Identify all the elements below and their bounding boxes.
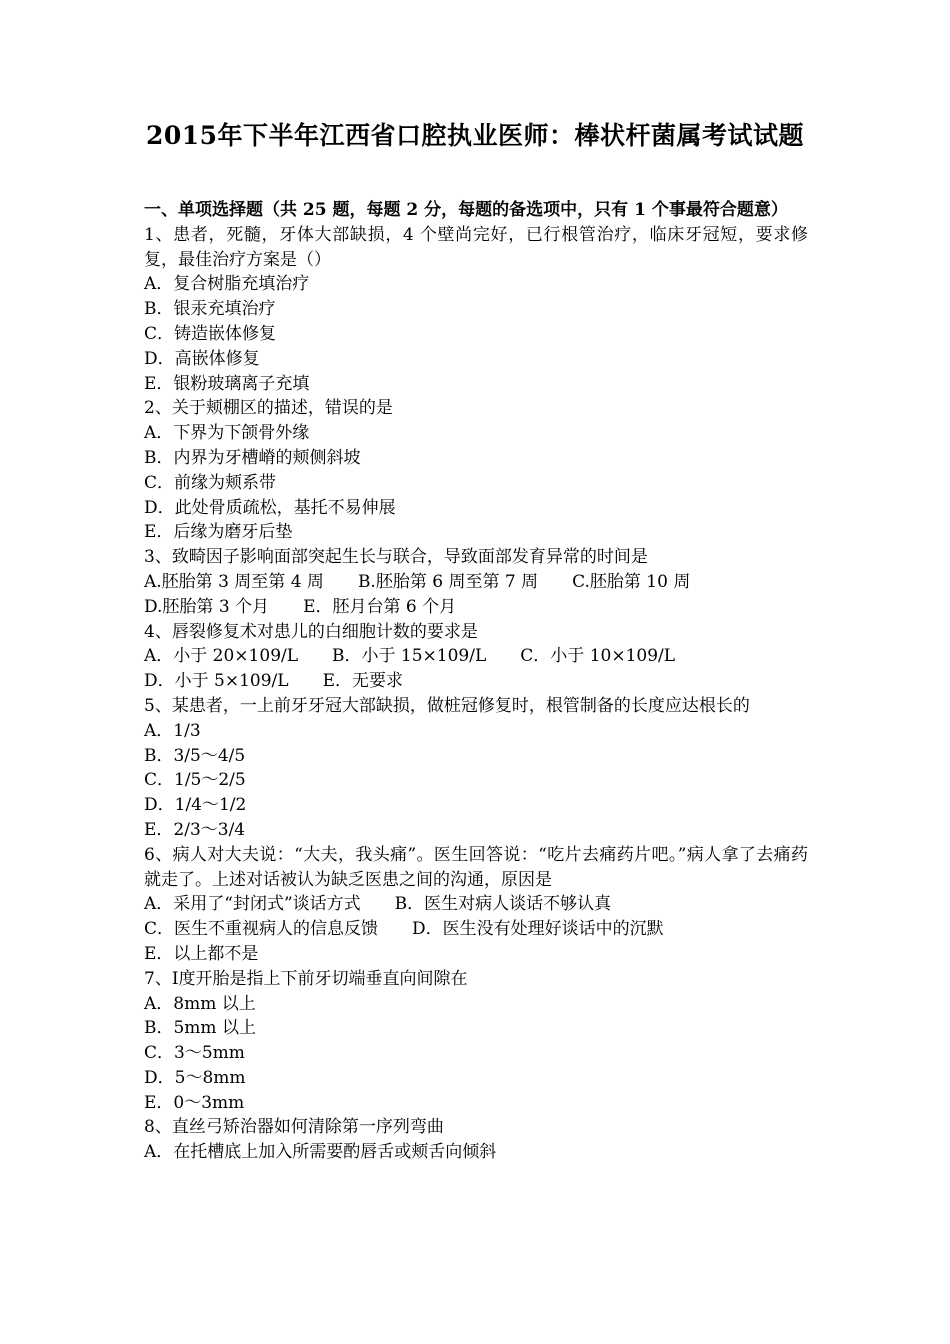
question-1-option-b: B．银汞充填治疗 — [144, 299, 276, 320]
question-3-option-b: B.胚胎第 6 周至第 7 周 — [357, 571, 539, 592]
question-6-option-c: C．医生不重视病人的信息反馈 — [144, 919, 379, 940]
question-5-option-d: D．1/4～1/2 — [144, 795, 247, 816]
question-8-stem: 8、直丝弓矫治器如何清除第一序列弯曲 — [144, 1117, 444, 1138]
question-3-option-c: C.胚胎第 10 周 — [572, 571, 691, 592]
section-heading: 一、单项选择题（共 25 题，每题 2 分，每题的备选项中，只有 1 个事最符合题意） — [144, 200, 788, 220]
question-7-option-b: B．5mm 以上 — [144, 1018, 256, 1039]
question-3-option-a: A.胚胎第 3 周至第 4 周 — [144, 571, 324, 592]
question-6-option-a: A．采用了“封闭式”谈话方式 — [144, 894, 361, 915]
question-5-option-e: E．2/3～3/4 — [144, 819, 246, 840]
question-4-option-c: C．小于 10×109/L — [520, 646, 676, 667]
question-5-stem: 5、某患者，一上前牙牙冠大部缺损，做桩冠修复时，根管制备的长度应达根长的 — [144, 695, 750, 716]
question-7-option-e: E．0～3mm — [144, 1092, 245, 1113]
question-3-options — [144, 570, 808, 620]
question-2-option-a: A．下界为下颌骨外缘 — [144, 423, 310, 444]
question-4-option-d: D．小于 5×109/L — [144, 671, 289, 692]
question-1-option-c: C．铸造嵌体修复 — [144, 323, 277, 344]
document-title: 2015年下半年江西省口腔执业医师：棒状杆菌属考试试题 — [145, 121, 805, 150]
question-6-stem: 6、病人对大夫说：“大夫，我头痛”。医生回答说：“吃片去痛药片吧。”病人拿了去痛药就走了。上述对话被认为缺乏医患之间的沟通，原因是 — [144, 844, 808, 890]
question-2-option-d: D．此处骨质疏松，基托不易伸展 — [144, 497, 396, 518]
question-7-option-d: D．5～8mm — [144, 1067, 246, 1088]
question-1-stem: 1、患者，死髓，牙体大部缺损，4 个壁尚完好，已行根管治疗，临床牙冠短，要求修复，最佳治疗方案是（） — [144, 224, 808, 270]
question-1-option-a: A．复合树脂充填治疗 — [144, 274, 310, 295]
question-7-option-c: C．3～5mm — [144, 1043, 245, 1064]
question-6-option-d: D．医生没有处理好谈话中的沉默 — [412, 919, 664, 940]
question-3-option-e: E．胚月台第 6 个月 — [303, 596, 457, 617]
document-body — [144, 198, 808, 1165]
question-2-stem: 2、关于颊棚区的描述，错误的是 — [144, 398, 393, 419]
question-2-option-b: B．内界为牙槽嵴的颊侧斜坡 — [144, 447, 361, 468]
question-1-option-e: E．银粉玻璃离子充填 — [144, 373, 310, 394]
question-7-option-a: A．8mm 以上 — [144, 993, 256, 1014]
question-6-option-e: E．以上都不是 — [144, 943, 259, 964]
question-5-option-c: C．1/5～2/5 — [144, 770, 246, 791]
question-6-option-b: B．医生对病人谈话不够认真 — [394, 894, 612, 915]
question-5-option-b: B．3/5～4/5 — [144, 745, 246, 766]
question-2-option-e: E．后缘为磨牙后垫 — [144, 522, 293, 543]
question-4-options — [144, 644, 808, 694]
question-3-option-d: D.胚胎第 3 个月 — [144, 596, 270, 617]
question-5-option-a: A．1/3 — [144, 720, 201, 741]
question-3-stem: 3、致畸因子影响面部突起生长与联合，导致面部发育异常的时间是 — [144, 547, 648, 568]
question-6-options — [144, 892, 808, 966]
question-1-option-d: D．高嵌体修复 — [144, 348, 260, 369]
question-4-stem: 4、唇裂修复术对患儿的白细胞计数的要求是 — [144, 621, 478, 642]
question-4-option-e: E．无要求 — [322, 671, 403, 692]
question-4-option-a: A．小于 20×109/L — [144, 646, 299, 667]
question-2-option-c: C．前缘为颊系带 — [144, 472, 277, 493]
question-7-stem: 7、Ⅰ度开胎是指上下前牙切端垂直向间隙在 — [144, 968, 468, 989]
question-4-option-b: B．小于 15×109/L — [332, 646, 487, 667]
question-8-option-a: A．在托槽底上加入所需要酌唇舌或颊舌向倾斜 — [144, 1142, 497, 1163]
